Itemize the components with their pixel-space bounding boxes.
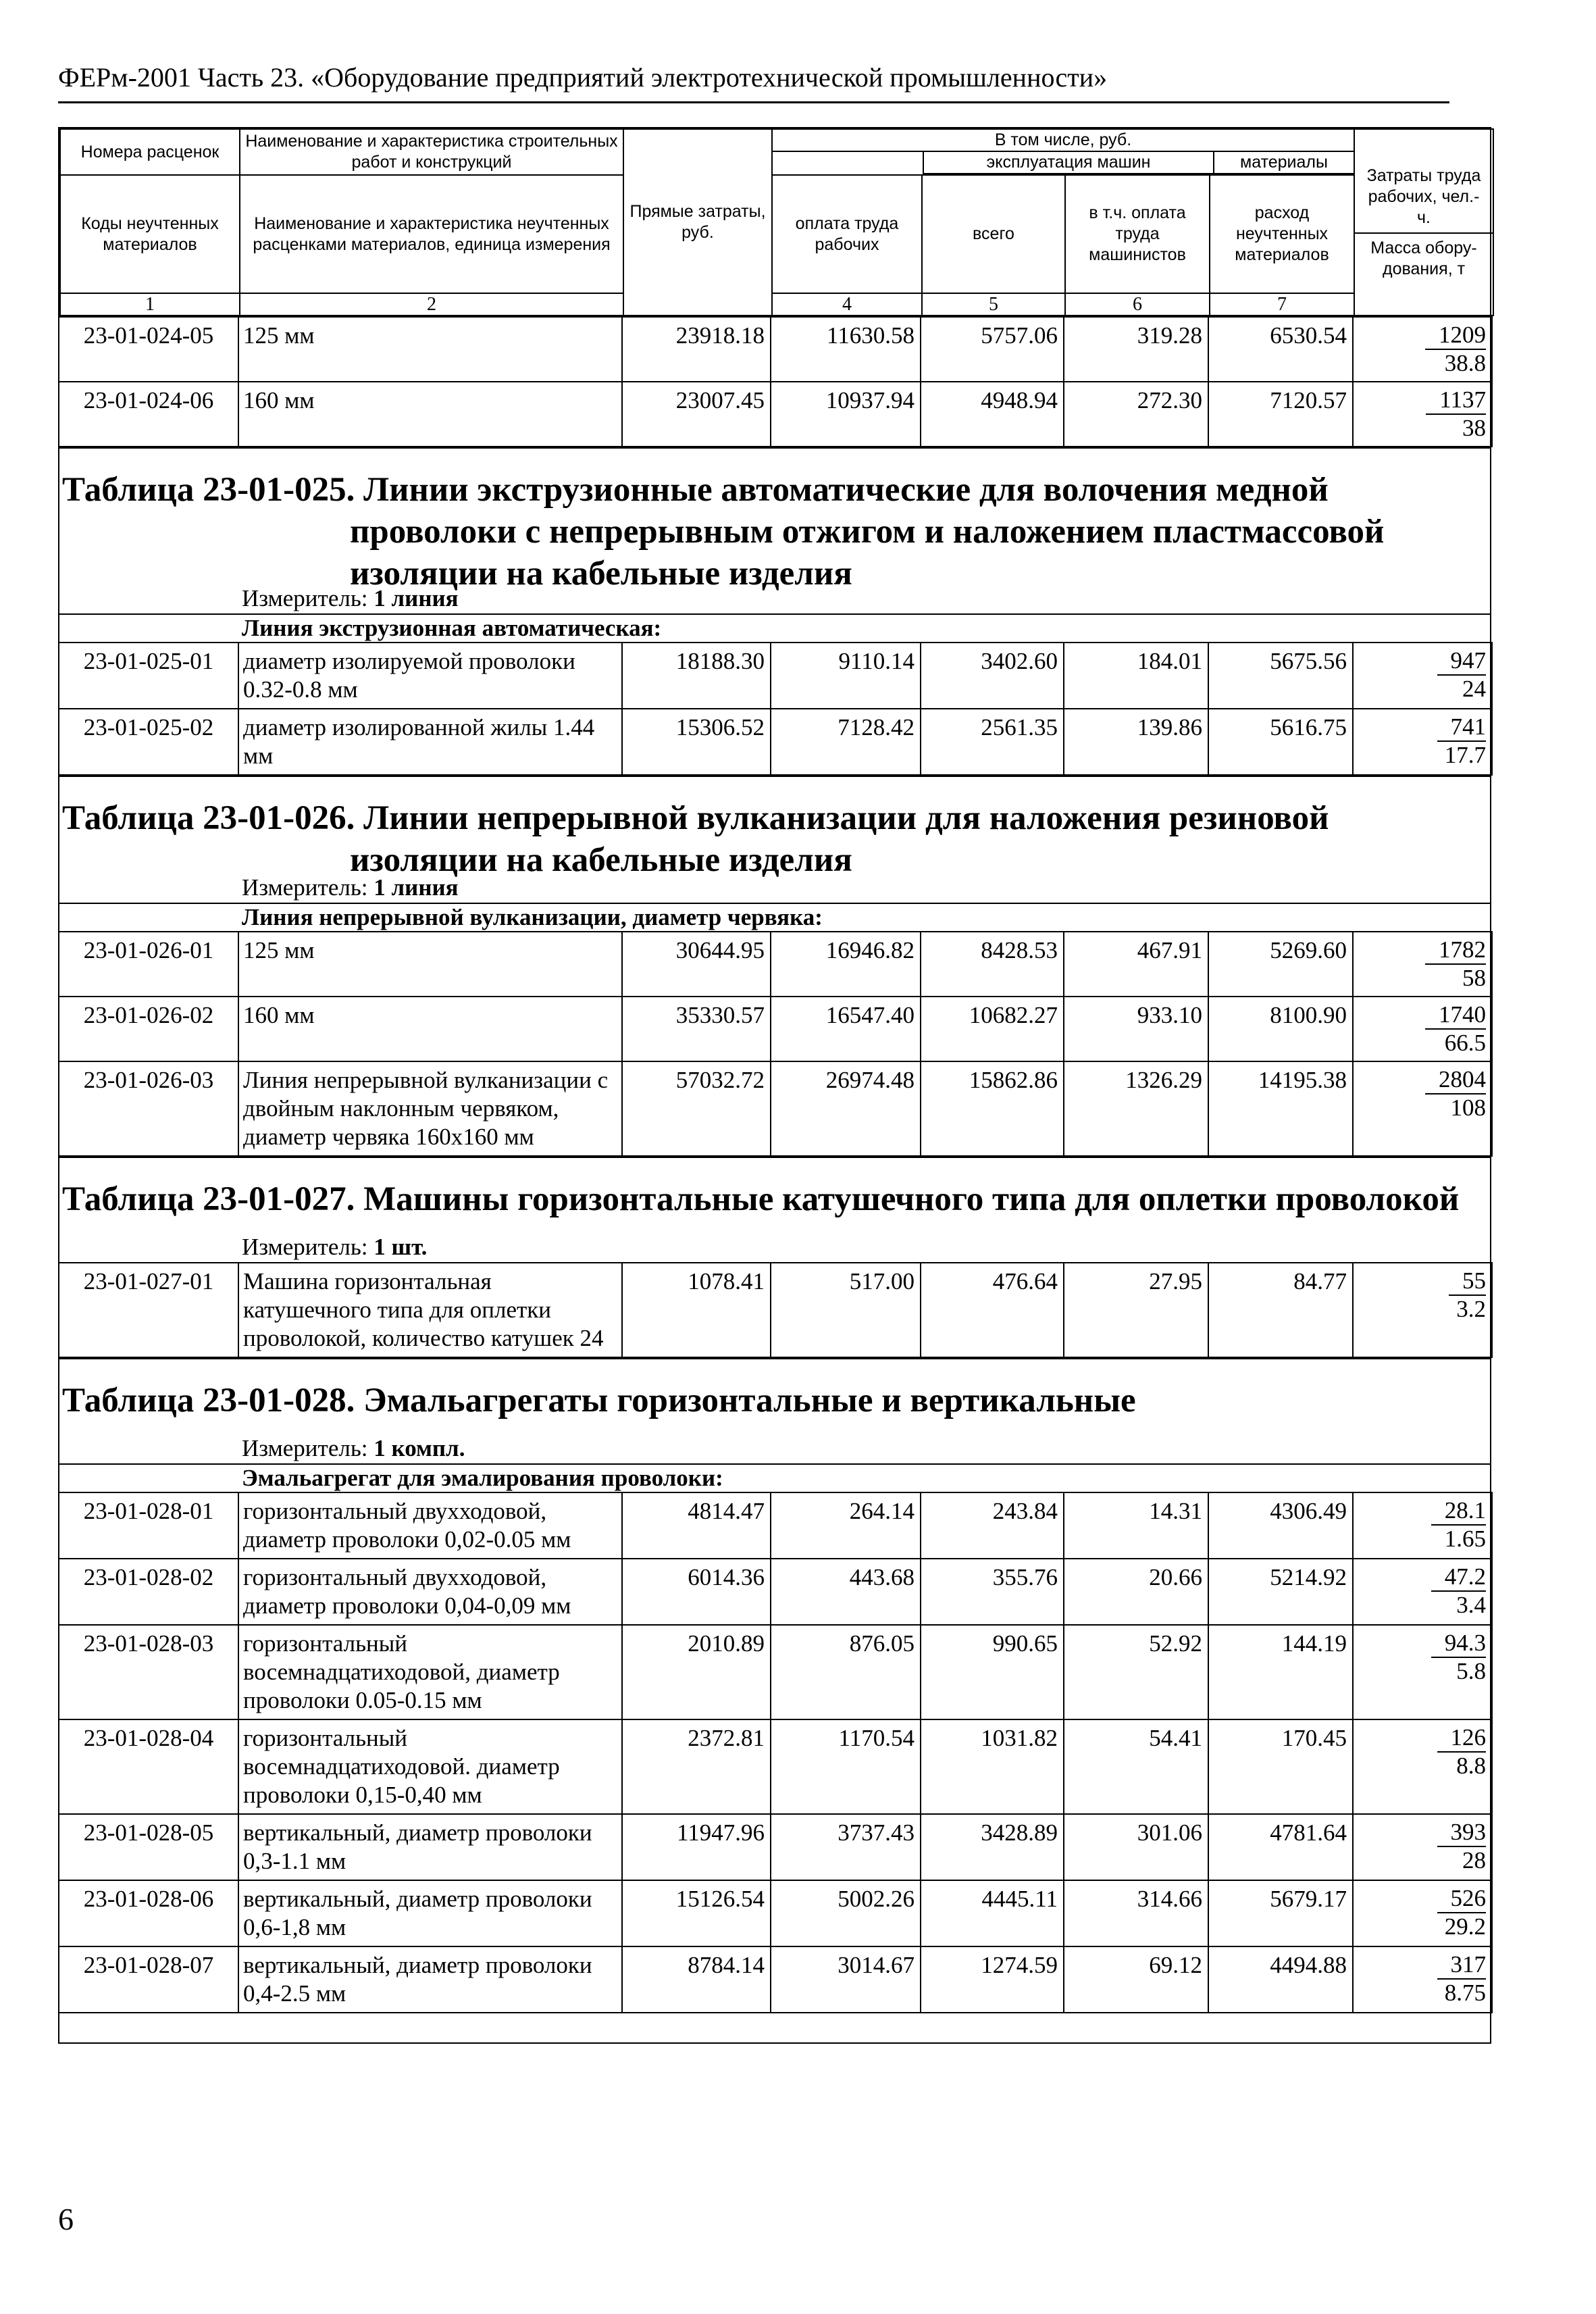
group-heading: Линия экструзионная автоматическая: xyxy=(59,613,1490,642)
labor-hours: 55 xyxy=(1449,1267,1486,1296)
table-row xyxy=(59,1263,1492,1357)
table-title: Эмальагрегаты горизонтальные и вертикальные xyxy=(363,1382,1136,1419)
table-row xyxy=(59,997,1492,1061)
col-name-sub: Наименование и характеристика неучтенных расценками материалов, единица измерения xyxy=(240,175,623,293)
wages: 16946.82 xyxy=(771,932,921,997)
labor-mass xyxy=(1353,997,1492,1061)
equipment-mass: 17.7 xyxy=(1444,742,1486,768)
unit-label: Измеритель: xyxy=(242,585,368,611)
wages: 3014.67 xyxy=(771,1946,921,2013)
table-number: Таблица 23-01-025. xyxy=(62,471,355,509)
labor-mass xyxy=(1353,1061,1492,1156)
rate-name: диаметр изолированной жилы 1.44 мм xyxy=(238,709,622,775)
machinist-wages: 272.30 xyxy=(1064,382,1208,447)
labor-mass xyxy=(1353,1880,1492,1946)
machines-total: 1031.82 xyxy=(921,1719,1064,1814)
table-row xyxy=(59,1814,1492,1880)
machines-total: 4445.11 xyxy=(921,1880,1064,1946)
rate-code: 23-01-026-01 xyxy=(59,932,238,997)
unit-label: Измеритель: xyxy=(242,1435,368,1461)
machinist-wages: 52.92 xyxy=(1064,1625,1208,1719)
rate-name: вертикальный, диаметр проволоки 0,3-1.1 мм xyxy=(238,1814,622,1880)
col-num-2: 2 xyxy=(240,293,623,316)
table-row xyxy=(59,1880,1492,1946)
equipment-mass: 38 xyxy=(1462,415,1486,441)
direct-cost: 8784.14 xyxy=(622,1946,771,2013)
section-t27 xyxy=(59,1157,1490,1358)
machinist-wages: 54.41 xyxy=(1064,1719,1208,1814)
group-heading: Линия непрерывной вулканизации, диаметр червяка: xyxy=(59,903,1490,931)
rate-code: 23-01-028-05 xyxy=(59,1814,238,1880)
table-number: Таблица 23-01-028. xyxy=(62,1382,355,1419)
direct-cost: 23007.45 xyxy=(622,382,771,447)
equipment-mass: 29.2 xyxy=(1444,1913,1486,1940)
rate-name: горизонтальный восемнадцатиходовой. диаметр проволоки 0,15-0,40 мм xyxy=(238,1719,622,1814)
rate-code: 23-01-027-01 xyxy=(59,1263,238,1357)
price-table xyxy=(58,127,1491,2044)
wages: 1170.54 xyxy=(771,1719,921,1814)
labor-mass xyxy=(1353,1946,1492,2013)
wages: 9110.14 xyxy=(771,643,921,709)
labor-hours: 1740 xyxy=(1425,1001,1486,1030)
rate-code: 23-01-024-06 xyxy=(59,382,238,447)
table-row xyxy=(59,1559,1492,1625)
unit-line xyxy=(59,1434,1490,1463)
col-num-7: 7 xyxy=(1210,293,1354,316)
unit-label: Измеритель: xyxy=(242,874,368,901)
rows-table xyxy=(58,642,1493,776)
direct-cost: 2372.81 xyxy=(622,1719,771,1814)
machines-total: 2561.35 xyxy=(921,709,1064,775)
table-title: Линии экструзионные автоматические для волочения медной проволоки с непрерывным отжигом и наложением пластмассовой изоляции на кабельные изделия xyxy=(350,471,1385,593)
rate-name: Линия непрерывной вулканизации с двойным наклонным червяком, диаметр червяка 160х160 мм xyxy=(238,1061,622,1156)
equipment-mass: 28 xyxy=(1462,1847,1486,1873)
machines-total: 8428.53 xyxy=(921,932,1064,997)
table-row xyxy=(59,317,1492,382)
direct-cost: 18188.30 xyxy=(622,643,771,709)
wages: 264.14 xyxy=(771,1492,921,1559)
unit-line xyxy=(59,1232,1490,1262)
labor-mass xyxy=(1353,932,1492,997)
materials-cost: 5616.75 xyxy=(1208,709,1353,775)
rate-code: 23-01-025-01 xyxy=(59,643,238,709)
materials-cost: 14195.38 xyxy=(1208,1061,1353,1156)
labor-mass xyxy=(1353,643,1492,709)
unit-value: 1 линия xyxy=(374,585,459,611)
equipment-mass: 38.8 xyxy=(1444,350,1486,376)
rate-name: 160 мм xyxy=(238,997,622,1061)
machines-total: 5757.06 xyxy=(921,317,1064,382)
table-row xyxy=(59,1946,1492,2013)
column-header xyxy=(59,128,1494,316)
table-title: Линии непрерывной вулканизации для наложения резиновой изоляции на кабельные изделия xyxy=(350,799,1329,879)
direct-cost: 15306.52 xyxy=(622,709,771,775)
wages: 5002.26 xyxy=(771,1880,921,1946)
section-t25 xyxy=(59,447,1490,776)
machinist-wages: 301.06 xyxy=(1064,1814,1208,1880)
machinist-wages: 314.66 xyxy=(1064,1880,1208,1946)
machinist-wages: 933.10 xyxy=(1064,997,1208,1061)
machines-total: 243.84 xyxy=(921,1492,1064,1559)
col-code-header: Номера расценок xyxy=(60,129,240,175)
labor-hours: 317 xyxy=(1437,1951,1487,1980)
equipment-mass: 108 xyxy=(1450,1095,1486,1121)
materials-cost: 5214.92 xyxy=(1208,1559,1353,1625)
rate-code: 23-01-028-02 xyxy=(59,1559,238,1625)
rate-code: 23-01-026-02 xyxy=(59,997,238,1061)
direct-cost: 6014.36 xyxy=(622,1559,771,1625)
group-heading: Эмальагрегат для эмалирования проволоки: xyxy=(59,1463,1490,1492)
machines-total: 990.65 xyxy=(921,1625,1064,1719)
direct-cost: 2010.89 xyxy=(622,1625,771,1719)
materials-cost: 4781.64 xyxy=(1208,1814,1353,1880)
table-row xyxy=(59,382,1492,447)
machinist-wages: 184.01 xyxy=(1064,643,1208,709)
col-name-header: Наименование и характеристика строительных работ и конструкций xyxy=(240,129,623,175)
rate-name: диаметр изолируемой проволоки 0.32-0.8 мм xyxy=(238,643,622,709)
machinist-wages: 319.28 xyxy=(1064,317,1208,382)
col-num-5: 5 xyxy=(922,293,1065,316)
table-row xyxy=(59,932,1492,997)
labor-mass xyxy=(1353,1719,1492,1814)
rows-table xyxy=(58,1262,1493,1358)
col-num-4: 4 xyxy=(772,293,922,316)
machinist-wages: 69.12 xyxy=(1064,1946,1208,2013)
wages: 3737.43 xyxy=(771,1814,921,1880)
rate-code: 23-01-026-03 xyxy=(59,1061,238,1156)
materials-cost: 5269.60 xyxy=(1208,932,1353,997)
rate-name: 125 мм xyxy=(238,317,622,382)
rows-table xyxy=(58,316,1493,447)
unit-value: 1 компл. xyxy=(374,1435,465,1461)
col-driv-header: в т.ч. оплата труда машинистов xyxy=(1065,175,1210,293)
direct-cost: 11947.96 xyxy=(622,1814,771,1880)
machinist-wages: 27.95 xyxy=(1064,1263,1208,1357)
labor-mass xyxy=(1353,1625,1492,1719)
table-row xyxy=(59,1492,1492,1559)
unit-label: Измеритель: xyxy=(242,1234,368,1260)
col-wages-header: оплата труда рабочих xyxy=(772,175,922,293)
table-heading xyxy=(59,1359,1490,1434)
col-num-6: 6 xyxy=(1065,293,1210,316)
machinist-wages: 20.66 xyxy=(1064,1559,1208,1625)
wages: 876.05 xyxy=(771,1625,921,1719)
equipment-mass: 58 xyxy=(1462,965,1486,991)
labor-mass xyxy=(1353,1492,1492,1559)
labor-hours: 947 xyxy=(1437,647,1487,676)
labor-hours: 1137 xyxy=(1426,386,1486,415)
machines-total: 3428.89 xyxy=(921,1814,1064,1880)
unit-value: 1 линия xyxy=(374,874,459,901)
rate-name: вертикальный, диаметр проволоки 0,6-1,8 мм xyxy=(238,1880,622,1946)
materials-cost: 144.19 xyxy=(1208,1625,1353,1719)
labor-hours: 47.2 xyxy=(1431,1563,1486,1592)
rate-code: 23-01-028-03 xyxy=(59,1625,238,1719)
labor-hours: 1209 xyxy=(1425,322,1486,350)
rate-name: горизонтальный двухходовой, диаметр проволоки 0,04-0,09 мм xyxy=(238,1559,622,1625)
machines-total: 15862.86 xyxy=(921,1061,1064,1156)
table-row xyxy=(59,709,1492,775)
rate-code: 23-01-028-04 xyxy=(59,1719,238,1814)
rate-code: 23-01-028-06 xyxy=(59,1880,238,1946)
table-title: Машины горизонтальные катушечного типа для оплетки проволокой xyxy=(363,1180,1460,1218)
materials-cost: 84.77 xyxy=(1208,1263,1353,1357)
materials-cost: 8100.90 xyxy=(1208,997,1353,1061)
col-labor-header: Затраты труда рабочих, чел.-ч. Масса обору-дования, т xyxy=(1354,129,1493,316)
col-num-1: 1 xyxy=(60,293,240,316)
direct-cost: 4814.47 xyxy=(622,1492,771,1559)
direct-cost: 57032.72 xyxy=(622,1061,771,1156)
running-header: ФЕРм-2001 Часть 23. «Оборудование предприятий электротехнической промышленности» xyxy=(58,62,1108,93)
materials-cost: 4306.49 xyxy=(1208,1492,1353,1559)
wages: 16547.40 xyxy=(771,997,921,1061)
rate-code: 23-01-028-07 xyxy=(59,1946,238,2013)
machines-total: 3402.60 xyxy=(921,643,1064,709)
materials-cost: 6530.54 xyxy=(1208,317,1353,382)
machines-total: 476.64 xyxy=(921,1263,1064,1357)
machinist-wages: 14.31 xyxy=(1064,1492,1208,1559)
equipment-mass: 8.75 xyxy=(1444,1980,1486,2006)
rate-name: 125 мм xyxy=(238,932,622,997)
equipment-mass: 8.8 xyxy=(1456,1753,1486,1779)
table-number: Таблица 23-01-027. xyxy=(62,1180,355,1218)
materials-cost: 5675.56 xyxy=(1208,643,1353,709)
section-t26 xyxy=(59,776,1490,1157)
labor-hours: 526 xyxy=(1437,1885,1487,1913)
equipment-mass: 1.65 xyxy=(1444,1526,1486,1552)
rate-name: вертикальный, диаметр проволоки 0,4-2.5 мм xyxy=(238,1946,622,2013)
rate-name: 160 мм xyxy=(238,382,622,447)
rows-table xyxy=(58,1492,1493,2013)
direct-cost: 35330.57 xyxy=(622,997,771,1061)
materials-cost: 7120.57 xyxy=(1208,382,1353,447)
rate-name: горизонтальный восемнадцатиходовой, диаметр проволоки 0.05-0.15 мм xyxy=(238,1625,622,1719)
machines-total: 10682.27 xyxy=(921,997,1064,1061)
col-group-header: В том числе, руб. эксплуатация машин материалы xyxy=(772,129,1354,175)
direct-cost: 15126.54 xyxy=(622,1880,771,1946)
equipment-mass: 66.5 xyxy=(1444,1030,1486,1056)
labor-mass xyxy=(1353,317,1492,382)
equipment-mass: 5.8 xyxy=(1456,1658,1486,1684)
table-row xyxy=(59,1061,1492,1156)
labor-hours: 126 xyxy=(1437,1724,1487,1753)
wages: 517.00 xyxy=(771,1263,921,1357)
labor-hours: 1782 xyxy=(1425,936,1486,965)
labor-mass xyxy=(1353,382,1492,447)
labor-hours: 2804 xyxy=(1425,1066,1486,1095)
section-t28 xyxy=(59,1358,1490,2013)
header-rule xyxy=(58,101,1449,103)
rate-code: 23-01-028-01 xyxy=(59,1492,238,1559)
materials-cost: 4494.88 xyxy=(1208,1946,1353,2013)
machines-total: 4948.94 xyxy=(921,382,1064,447)
labor-hours: 94.3 xyxy=(1431,1630,1486,1658)
col-mach-header: всего xyxy=(922,175,1065,293)
labor-hours: 741 xyxy=(1437,713,1487,742)
labor-mass xyxy=(1353,1559,1492,1625)
wages: 11630.58 xyxy=(771,317,921,382)
col-mat-header: расход неучтенных материалов xyxy=(1210,175,1354,293)
direct-cost: 30644.95 xyxy=(622,932,771,997)
materials-cost: 5679.17 xyxy=(1208,1880,1353,1946)
machines-total: 1274.59 xyxy=(921,1946,1064,2013)
machinist-wages: 1326.29 xyxy=(1064,1061,1208,1156)
wages: 26974.48 xyxy=(771,1061,921,1156)
page-number: 6 xyxy=(58,2202,74,2236)
table-heading xyxy=(59,449,1490,593)
wages: 7128.42 xyxy=(771,709,921,775)
rate-name: горизонтальный двухходовой, диаметр проволоки 0,02-0.05 мм xyxy=(238,1492,622,1559)
rate-code: 23-01-025-02 xyxy=(59,709,238,775)
labor-hours: 393 xyxy=(1437,1819,1487,1847)
machinist-wages: 467.91 xyxy=(1064,932,1208,997)
direct-cost: 23918.18 xyxy=(622,317,771,382)
labor-mass xyxy=(1353,1263,1492,1357)
equipment-mass: 3.4 xyxy=(1456,1592,1486,1618)
materials-cost: 170.45 xyxy=(1208,1719,1353,1814)
table-number: Таблица 23-01-026. xyxy=(62,799,355,837)
wages: 10937.94 xyxy=(771,382,921,447)
wages: 443.68 xyxy=(771,1559,921,1625)
labor-mass xyxy=(1353,709,1492,775)
table-heading xyxy=(59,777,1490,879)
col-direct-header: Прямые затраты, руб. xyxy=(623,129,772,316)
table-body xyxy=(59,316,1490,2013)
col-code-sub: Коды неучтенных материалов xyxy=(60,175,240,293)
table-row xyxy=(59,1719,1492,1814)
table-row xyxy=(59,1625,1492,1719)
unit-value: 1 шт. xyxy=(374,1234,428,1260)
equipment-mass: 24 xyxy=(1462,676,1486,702)
table-heading xyxy=(59,1158,1490,1232)
rate-code: 23-01-024-05 xyxy=(59,317,238,382)
rate-name: Машина горизонтальная катушечного типа для оплетки проволокой, количество катушек 24 xyxy=(238,1263,622,1357)
direct-cost: 1078.41 xyxy=(622,1263,771,1357)
rows-table xyxy=(58,931,1493,1157)
machines-total: 355.76 xyxy=(921,1559,1064,1625)
machinist-wages: 139.86 xyxy=(1064,709,1208,775)
table-row xyxy=(59,643,1492,709)
equipment-mass: 3.2 xyxy=(1456,1296,1486,1322)
labor-hours: 28.1 xyxy=(1431,1497,1486,1526)
labor-mass xyxy=(1353,1814,1492,1880)
